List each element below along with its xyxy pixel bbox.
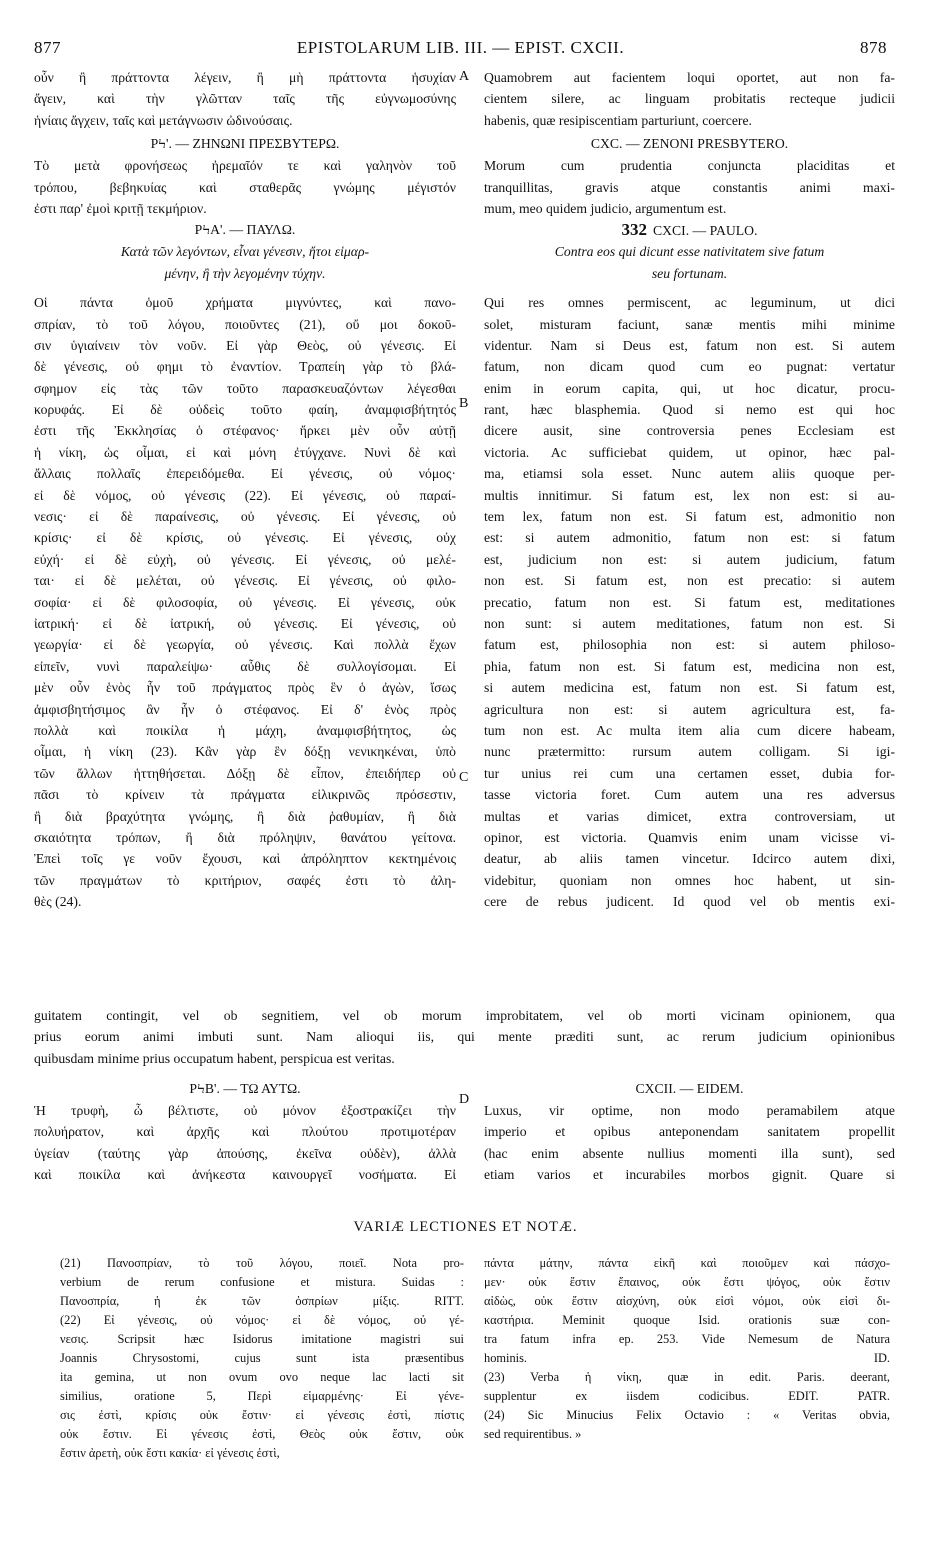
text-line: ἰατρική· εἰ δὲ ἰατρική, οὐ γένεσις. Εἰ γένεσις, οὐ [34,615,456,631]
text-line: enim in eorum capita, qui, ut hoc dicatur, procu- [484,380,895,396]
text-line: multas et varias dimicet, extra controversiam, ut [484,808,895,824]
text-line: σιν ὑγιαίνειν τὸν νοῦν. Εἰ γὰρ Θεὸς, οὐ γένεσις. Εἰ [34,337,456,353]
text-line: καὶ ποικίλα καὶ ἀνήκεστα καινουργεῖ νοσήματα. Εἰ [34,1167,456,1183]
text-line: ἀμφισβητήσιμος ἂν ἦν ὁ στέφανος. Εἰ δ' ἑνὸς πρὸς [34,701,456,717]
text-line: imperio et opibus anteponendam sanitatem propellit [484,1124,895,1140]
text-line: est: si autem admonitio, fatum non est: si fatum [484,530,895,546]
text-line: victoria. Ac sufficiebat quidem, ut opinor, hæc pal- [484,444,895,460]
latin-letter-192-body [484,1100,895,1186]
page-header [34,38,887,64]
text-line: verbium de rerum confusione et mistura. Suidas : [60,1275,464,1289]
text-line: phia, fatum non est. Si fatum est, medicina non est, [484,658,895,674]
greek-letter-191-summary [34,241,456,284]
text-line: rant, hæc blasphemia. Quod si nemo est qui hoc [484,402,895,418]
text-line: Qui res omnes permiscent, ac leguminum, ut dici [484,295,895,311]
text-line: γεωργία· εἰ δὲ γεωργία, οὐ γένεσις. Καὶ πολλὰ ἔχων [34,637,456,653]
text-line: Κατὰ τῶν λεγόντων, εἶναι γένεσιν, ἤτοι εἱμαρ- [120,244,370,260]
text-line: νεσις. Scripsit hæc Isidorus imitatione magistri sui [60,1332,464,1346]
latin-letter-192 [484,1078,895,1186]
text-line: sed requirentibus. » [484,1427,582,1441]
text-line: εὐχή· εἰ δὲ εὐχὴ, οὐ γένεσις. Εἰ γένεσις, οὐ μελέ- [34,551,456,567]
text-line: πολλὰ καὶ ποικίλα ἡ μάχη, ἀναμφισβήτητος, ὡς [34,722,456,738]
running-title: EPISTOLARUM LIB. III. — EPIST. CXCII. [296,38,625,57]
text-line: quibusdam minime prius occupatum habent, perspicua est veritas. [34,1050,395,1066]
text-line: σφημον εἰς τὰς τῶν τοῦτο παρασκευαζόντων λέγεσθαι [34,380,456,396]
greek-letter-end [34,67,456,131]
text-line: ἐστι παρ' ἐμοὶ κριτῇ τεκμήριον. [34,200,207,216]
text-line: supplentur ex iisdem codicibus. EDIT. PATR. [484,1389,890,1403]
text-line: οἶμαι, ἡ νίκη (23). Κἂν γὰρ ἓν δόξῃ νενικηκέναι, ὑπὸ [34,744,456,760]
text-line: Luxus, vir optime, non modo peramabilem atque [484,1103,895,1118]
greek-column [34,67,456,912]
text-line: ἡνίαις ἄγχειν, ταῖς καὶ μετάγνωσιν ὠδινούσαις. [34,112,293,128]
text-line: tasse victoria foret. Cum autem una res adversus [484,787,895,803]
text-line: fatum est, philosophia non est: si autem philoso- [484,637,895,653]
text-line: μὲν οὖν ἑνὸς ἦν τοῦ πράγματος πρὸς ἓν ὁ ἀγὼν, ἴσως [34,680,456,696]
text-line: tranquillitas, gravis atque constantis animi maxi- [484,179,895,195]
greek-letter-190-body [34,155,456,219]
latin-letter-190-heading: CXC. — ZENONI PRESBYTERO. [590,136,789,152]
text-line: Ἡ τρυφὴ, ὦ βέλτιστε, οὐ μόνον ἐξοστρακίζει τὴν [34,1103,456,1118]
text-line: ἔστιν ἀρετὴ, οὐκ ἔστι κακία· εἰ γένεσις ἐστὶ, [60,1446,280,1460]
text-line: τῶν ἄλλων ἡττηθήσεται. Δόξῃ δὲ εἶπον, ἐπειδήπερ οὐ [34,765,456,781]
greek-letter-191-body [34,292,456,912]
text-line: prius eorum animi imbuti sunt. Nam alioqui iis, qui mente præditi sunt, ac rerum judicium opinionibus [34,1029,895,1045]
text-line: δὲ γένεσις, οὐ φημι τὸ ἐναντίον. Τραπείη γὰρ τὸ βλά- [34,359,456,375]
text-line: αἰδὼς, οὐκ ἔστιν αἰσχύνη, οὐκ εἰσὶ νόμοι, οὐκ εἰσὶ δι- [484,1294,890,1308]
section-marker-d: D [459,1092,470,1107]
text-line: cere de rebus judicent. Id quod vel ob mentis exi- [484,894,895,910]
left-page-number: 877 [34,38,61,57]
text-line: ται· εἰ δὲ μελέται, οὐ γένεσις. Εἰ γένεσις, οὐ φιλο- [34,573,456,589]
text-line: Morum cum prudentia conjuncta placiditas et [484,158,895,174]
text-line: cientem silere, ac linguam probitatis recteque judicii [484,91,895,107]
text-line: non sunt: si autem meditationes, fatum non est. Si [484,615,895,631]
text-line: σπρίαν, τὸ τοῦ λόγου, ποιοῦντες (21), οὔ μοι δοκοῦ- [34,316,456,332]
text-line: multis innitimur. Si fatum est, lex non est: si au- [484,487,895,503]
text-line: etiam varios et incurabiles morbos gignit. Quare si [484,1167,895,1183]
text-line: ἐστι τῆς Ἐκκλησίας ὁ στέφανος· ἤρκει μὲν οὖν αὐτῇ [34,423,456,439]
text-line: (23) Verba ἡ νίκη, quæ in edit. Paris. deerant, [484,1370,890,1384]
greek-letter-190-heading: ΡϞ'. — ΖΗΝΩΝΙ ΠΡΕΣΒΥΤΕΡΩ. [150,136,340,152]
text-line: σις ἐστὶ, κρίσις οὐκ ἔστιν· εἰ γένεσις ἐστὶ, πίστις [60,1408,464,1422]
text-line: tem lex, fatum non est. Si fatum est, admonitio non [484,509,895,525]
text-line: hominis. ID. [484,1351,890,1365]
text-line: οὐκ ἔστιν. Εἰ γένεσις ἐστὶ, Θεὸς οὐκ ἔστιν, οὐκ [60,1427,464,1441]
text-line: non est. Si fatum est, non est precatio: si autem [484,573,895,589]
latin-letter-191-heading: CXCI. — PAULO. [653,223,758,239]
text-line: ἄλλαις πολλαῖς ἐπερειδόμεθα. Εἰ γένεσις, οὐ νόμος· [34,466,456,482]
latin-letter-191-heading-row [484,219,895,241]
text-line: similius, oratione 5, Περὶ εἱμαρμένης· Εἰ γένε- [60,1389,464,1403]
text-line: dicere ausit, sine controversia penes Ecclesiam est [484,423,895,439]
text-line: nunc prætermitto: rursum autem colligam. Si igi- [484,744,895,760]
text-line: tur unius rei cum una certamen esset, dubia for- [484,765,895,781]
text-line: Quamobrem aut facientem loqui oportet, aut non fa- [484,70,895,85]
text-line: Τὸ μετὰ φρονήσεως ἠρεμαῖόν τε καὶ γαληνὸν τοῦ [34,158,456,174]
text-line: tum non est. Ac multa item alia cum dicere habeam, [484,722,895,738]
text-line: ἡ νίκη, ὡς οἶμαι, εἰ καὶ μόνη ἐτύγχανε. Νυνὶ δὲ καὶ [34,444,456,460]
latin-full-width-continuation [34,1005,895,1069]
text-line: Πανοσπρία, ἡ ἐκ τῶν ὀσπρίων μίξις. RITT. [60,1294,464,1308]
text-line: ma, etiamsi sola esset. Nunc autem aliis quoque per- [484,466,895,482]
text-line: καστήρια. Meminit quoque Isid. orationis suæ con- [484,1313,890,1327]
text-line: ἄγειν, καὶ τὴν γλῶτταν ταῖς τῆς εὐγνωμοσύνης [34,91,456,107]
text-line: εἰ δὲ νόμος, οὐ γένεσις (22). Εἰ γένεσις, οὐ παραί- [34,487,456,503]
text-line: ita gemina, ut non ovum ovo neque lac lacti sit [60,1370,464,1384]
text-line: mum, meo quidem judicio, argumentum est. [484,200,727,216]
text-line: τρόπου, βεβηκυίας καὶ σταθερᾶς γνώμης μέγιστόν [34,179,456,195]
text-line: πᾶσι τὸ κρίνειν τὰ πράγματα εἰλικρινῶς πρόσεστιν, [34,787,456,803]
text-line: Contra eos qui dicunt esse nativitatem sive fatum [554,244,825,260]
text-line: deatur, ab aliis tamen vincetur. Idcirco autem dixi, [484,851,895,867]
text-line: est, judicium non est: si autem judicium, fatum [484,551,895,567]
text-line: opinor, est victoria. Quamvis enim unam vicisse vi- [484,829,895,845]
text-line: σκαιότητα τρόπων, ἢ διὰ πρόληψιν, θανάτου γείτονα. [34,829,456,845]
notes-heading: VARIÆ LECTIONES ET NOTÆ. [353,1219,578,1235]
latin-letter-191-summary [484,241,895,284]
text-line: θὲς (24). [34,894,82,910]
text-line: Joannis Chrysostomi, cujus sunt ista præsentibus [60,1351,464,1365]
latin-letter-191-body [484,292,895,912]
text-line: videntur. Nam si Deus est, fatum non est. Si autem [484,337,895,353]
text-line: precatio, fatum non est. Si fatum est, meditationes [484,594,895,610]
latin-letter-192-heading: CXCII. — EIDEM. [635,1081,744,1096]
greek-letter-192-heading: ΡϞΒ'. — ΤΩ ΑΥΤΩ. [189,1081,301,1096]
latin-letter-end [484,67,895,131]
text-line: videbitur, quoniam non omnes hoc habent, ut sin- [484,872,895,888]
text-line: si autem medicina est, fatum non est. Si fatum est, [484,680,895,696]
latin-letter-190-body [484,155,895,219]
notes-right-column [484,1254,890,1444]
text-line: guitatem contingit, vel ob segnitiem, vel ob morum improbitatem, vel ob morti vicinam opinionem, qua [34,1008,895,1023]
text-line: σοφία· εἰ δὲ φιλοσοφία, οὐ γένεσις. Εἰ γένεσις, οὐκ [34,594,456,610]
text-line: Ἐπεὶ τοῖς γε νοῦν ἔχουσι, καὶ ἀπρόληπτον κεκτημένοις [34,851,456,867]
notes-left-column [60,1254,464,1463]
text-line: κορυφάς. Εἰ δὲ οὐδεὶς τοῦτο φαίη, ἀναμφισβήτητός [34,402,456,418]
greek-letter-191-heading: ΡϞΑ'. — ΠΑΥΛΩ. [194,222,296,238]
text-line: πολυήρατον, καὶ ἀρχῆς καὶ πλούτου προτιμοτέραν [34,1124,456,1140]
text-line: (22) Εἰ γένεσις, οὐ νόμος· εἰ δὲ νόμος, οὐ γέ- [60,1313,464,1327]
text-line: νεσις· εἰ δὲ παραίνεσις, οὐ γένεσις. Εἰ γένεσις, οὐ [34,509,456,525]
text-line: μεν· οὐκ ἔστιν ἔπαινος, οὐκ ἔστι ψόγος, οὐκ ἔστιν [484,1275,890,1289]
text-line: οὖν ἢ πράττοντα λέγειν, ἢ μὴ πράττοντα ἡσυχίαν [34,70,456,85]
text-line: (24) Sic Minucius Felix Octavio : « Veritas obvia, [484,1408,890,1422]
text-line: tra fatum infra ep. 253. Vide Nemesum de Natura [484,1332,890,1346]
section-marker-c: C [459,770,469,785]
text-line: (21) Πανοσπρίαν, τὸ τοῦ λόγου, ποιεῖ. Nota pro- [60,1256,464,1270]
text-line: Οἱ πάντα ὁμοῦ χρήματα μιγνύντες, καὶ πανο- [34,295,456,311]
greek-letter-192 [34,1078,456,1186]
section-marker-a: A [459,69,470,84]
latin-column [484,67,895,912]
right-page-number: 878 [860,38,887,57]
text-line: (hac enim absente nullius momenti illa sunt), sed [484,1145,895,1161]
text-line: ἢ διὰ βραχύτητα γνώμης, ἢ διὰ ῥαθυμίαν, ἢ διὰ [34,808,456,824]
text-line: κρίσις· εἰ δὲ κρίσις, οὐ γένεσις. Εἰ γένεσις, οὐχ [34,530,456,546]
text-line: μένην, ἢ τὴν λεγομένην τύχην. [164,265,326,281]
margin-page-number: 332 [621,220,648,240]
text-line: πάντα μάτην, πάντα εἰκῆ καὶ ποιοῦμεν καὶ πάσχο- [484,1256,890,1270]
text-line: ὑγείαν (ταύτης γὰρ ἀπούσης, ἐκεῖνα οὐδὲν), ἀλλὰ [34,1145,456,1161]
text-line: agricultura non est: si autem agricultura est, fa- [484,701,895,717]
text-line: εἰπεῖν, νυνὶ παραλείψω· αὖθις δὲ συλλογίσομαι. Εἰ [34,658,456,674]
section-marker-b: B [459,396,469,411]
greek-letter-192-body [34,1100,456,1186]
text-line: fatum, non dicam quod cum eo pugnat: vertatur [484,359,895,375]
text-line: solet, misturam faciunt, sanæ mentis mihi minime [484,316,895,332]
text-line: seu fortunam. [651,265,728,281]
text-line: τῶν πραγμάτων τὸ κριτήριον, σαφές ἐστι τὸ ἀλη- [34,872,456,888]
text-line: habenis, quæ resipiscentiam parturiunt, coercere. [484,112,752,128]
